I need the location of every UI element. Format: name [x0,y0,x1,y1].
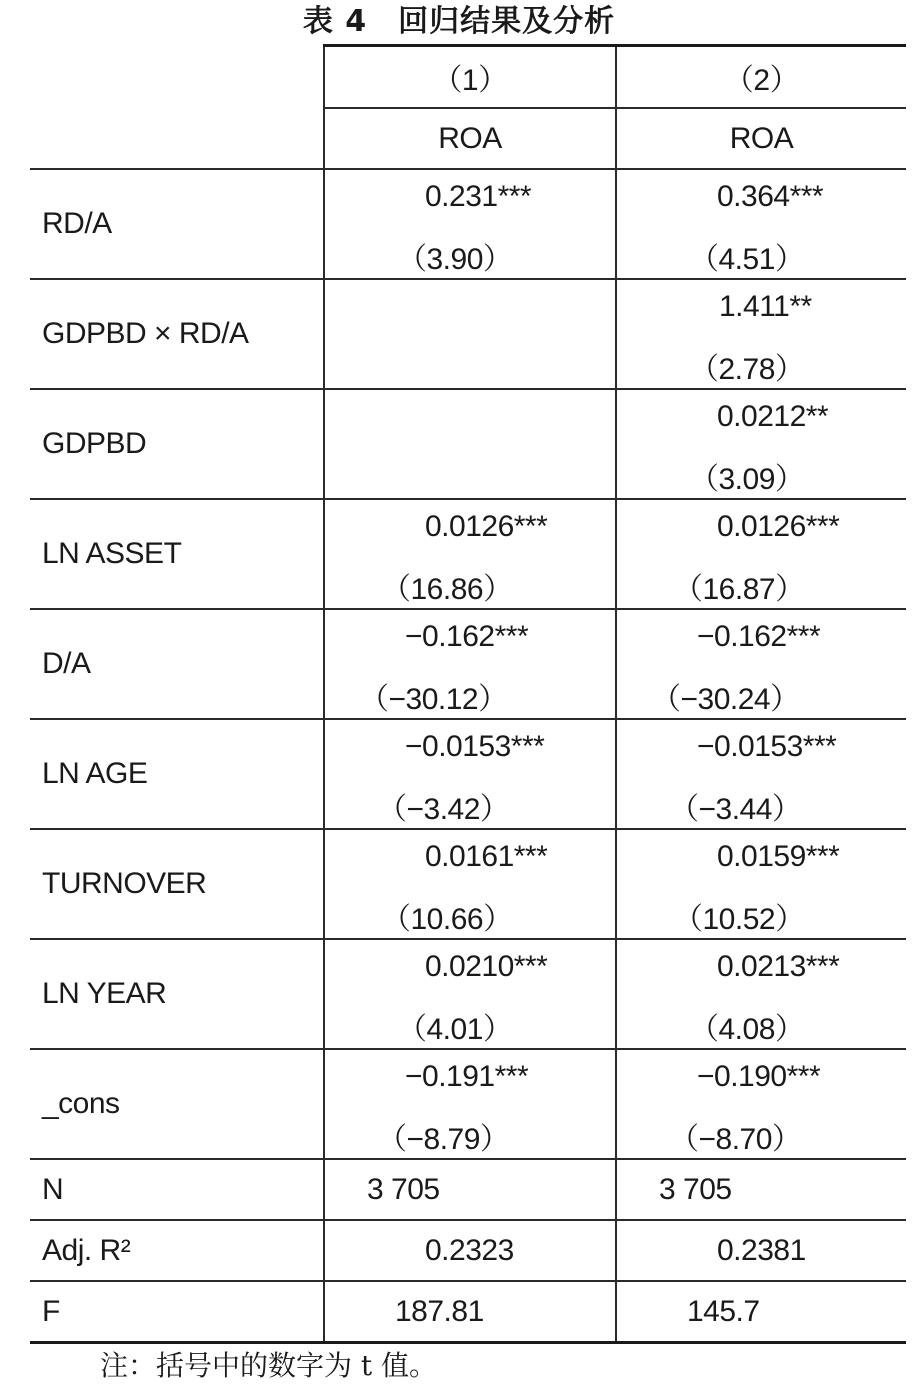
table-row [30,609,906,719]
model-1-cell [324,279,616,389]
stat-value: 3 705 [659,1172,732,1206]
header-blank-cell [30,108,324,169]
stat-row-n [30,1159,906,1220]
table-row [30,829,906,939]
model-1-cell [324,389,616,499]
header-blank-cell [30,46,324,109]
row-label: LN ASSET [30,499,324,609]
model-2-cell [616,279,906,389]
stat-value: 0.2323 [425,1233,514,1267]
row-label: LN AGE [30,719,324,829]
stat-value: 3 705 [367,1172,440,1206]
table-row [30,499,906,609]
table-row [30,389,906,499]
model-1-cell [324,609,616,719]
t-value: （−3.44） [669,793,802,826]
t-value: （16.87） [673,573,805,606]
row-label: Adj. R² [30,1220,324,1281]
coefficient: −0.0153*** [697,730,837,763]
header-dep-2: ROA [616,108,906,169]
model-2-cell [616,1281,906,1343]
model-1-cell [324,169,616,279]
model-2-cell [616,1159,906,1220]
row-label: D/A [30,609,324,719]
model-2-cell [616,1049,906,1159]
t-value: （10.66） [381,903,513,936]
row-label: F [30,1281,324,1343]
model-2-cell [616,719,906,829]
table-row [30,279,906,389]
model-2-cell [616,389,906,499]
header-row-model-numbers [30,46,906,109]
header-dep-1: ROA [324,108,616,169]
model-1-cell [324,1220,616,1281]
table-title: 表 4 回归结果及分析 [302,4,616,39]
table-row [30,169,906,279]
model-1-cell [324,1049,616,1159]
model-2-cell [616,939,906,1049]
coefficient: 0.0161*** [425,840,548,873]
model-1-cell [324,1159,616,1220]
row-label: RD/A [30,169,324,279]
coefficient: −0.190*** [697,1060,821,1093]
table-note: 注：括号中的数字为 t 值。 [100,1349,438,1382]
coefficient: 0.0213*** [717,950,840,983]
t-value: （4.51） [689,243,805,276]
stat-row-adj-r2 [30,1220,906,1281]
t-value: （3.09） [689,463,805,496]
t-value: （16.86） [381,573,513,606]
t-value: （−30.24） [651,683,800,716]
model-1-cell [324,1281,616,1343]
model-1-cell [324,719,616,829]
stat-value: 187.81 [395,1294,484,1328]
coefficient: 1.411** [719,290,812,323]
model-2-cell [616,1220,906,1281]
coefficient: 0.364*** [717,180,824,213]
table-row [30,1049,906,1159]
coefficient: −0.0153*** [405,730,545,763]
stat-value: 145.7 [687,1294,760,1328]
coefficient: −0.162*** [405,620,529,653]
row-label: LN YEAR [30,939,324,1049]
coefficient: 0.0126*** [425,510,548,543]
model-1-cell [324,829,616,939]
t-value: （3.90） [397,243,513,276]
t-value: （−3.42） [377,793,510,826]
header-row-dependent [30,108,906,169]
row-label: GDPBD × RD/A [30,279,324,389]
model-2-cell [616,609,906,719]
model-2-cell [616,499,906,609]
model-2-cell [616,829,906,939]
row-label: GDPBD [30,389,324,499]
stat-row-f [30,1281,906,1343]
model-1-cell [324,939,616,1049]
coefficient: 0.0210*** [425,950,548,983]
coefficient: 0.0159*** [717,840,840,873]
t-value: （−8.79） [377,1123,510,1156]
t-value: （−8.70） [669,1123,802,1156]
coefficient: 0.0212** [717,400,829,433]
t-value: （10.52） [673,903,805,936]
model-1-cell [324,499,616,609]
t-value: （−30.12） [359,683,508,716]
header-model-1: （1） [324,46,616,109]
model-2-cell [616,169,906,279]
t-value: （4.08） [689,1013,805,1046]
row-label: N [30,1159,324,1220]
table-row [30,939,906,1049]
coefficient: −0.191*** [405,1060,529,1093]
coefficient: −0.162*** [697,620,821,653]
row-label: TURNOVER [30,829,324,939]
t-value: （4.01） [397,1013,513,1046]
coefficient: 0.231*** [425,180,532,213]
t-value: （2.78） [689,353,805,386]
header-model-2: （2） [616,46,906,109]
regression-table [30,44,906,1344]
table-row [30,719,906,829]
stat-value: 0.2381 [717,1233,806,1267]
row-label: _cons [30,1049,324,1159]
coefficient: 0.0126*** [717,510,840,543]
